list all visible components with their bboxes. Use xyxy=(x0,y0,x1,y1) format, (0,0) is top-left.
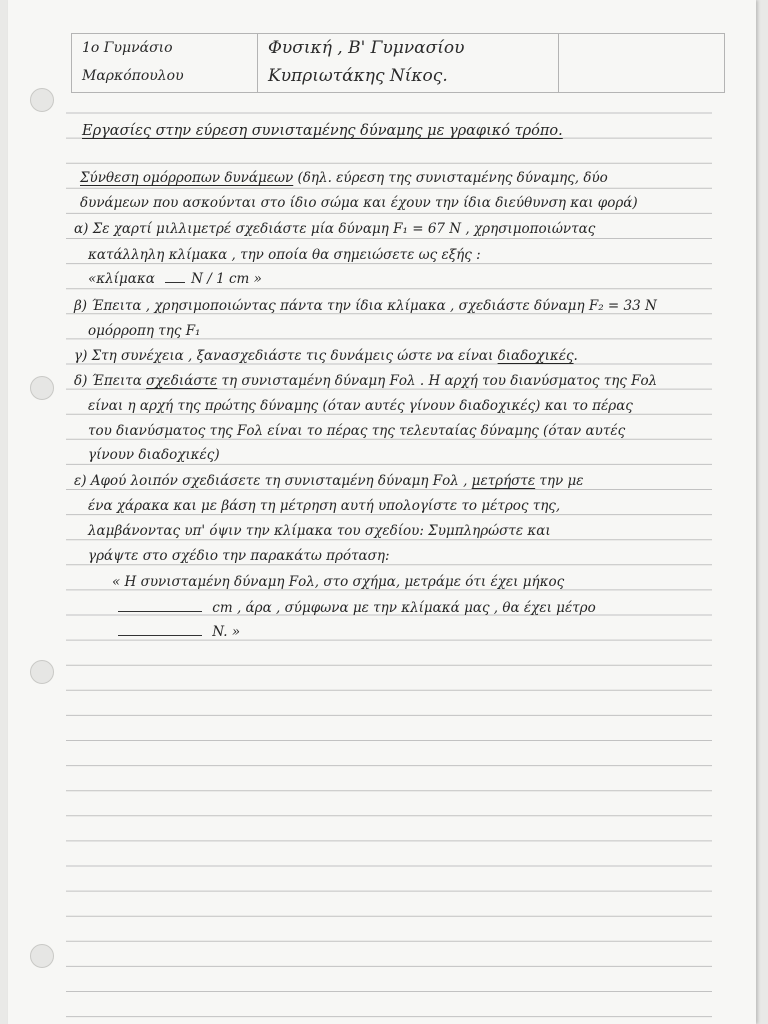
author-name: Κυπριωτάκης Νίκος. xyxy=(268,66,448,86)
length-blank xyxy=(118,599,202,612)
step-a-line-1: α) Σε χαρτί μιλλιμετρέ σχεδιάστε μία δύναμη F₁ = 67 N , χρησιμοποιώντας xyxy=(74,221,596,237)
step-b-line-2: ομόρροπη της F₁ xyxy=(88,323,201,339)
step-d-line-4: γίνουν διαδοχικές) xyxy=(88,447,220,463)
step-e-line-3: λαμβάνοντας υπ' όψιν την κλίμακα του σχεδίου: Συμπληρώστε και xyxy=(88,523,551,539)
step-e-line-1 xyxy=(74,471,722,491)
step-g-emphasis: διαδοχικές xyxy=(497,348,574,364)
step-e-line-4: γράψτε στο σχέδιο την παρακάτω πρόταση: xyxy=(88,548,390,564)
step-g-line: γ) Στη συνέχεια , ξανασχεδιάστε τις δυνάμεις ώστε να είναι διαδοχικές. xyxy=(74,348,578,364)
step-b-line-1: β) Έπειτα , χρησιμοποιώντας πάντα την ίδια κλίμακα , σχεδιάστε δύναμη F₂ = 33 N xyxy=(74,298,657,314)
empty-cell xyxy=(559,34,725,93)
intro-term: Σύνθεση ομόρροπων δυνάμεων xyxy=(80,170,294,186)
intro-line-2 xyxy=(80,193,728,213)
quote-text-2: cm , άρα , σύμφωνα με την κλίμακά μας , θα έχει μέτρο xyxy=(212,600,596,616)
scale-blank xyxy=(165,270,185,283)
scale-prefix: «κλίμακα xyxy=(88,271,155,287)
step-e-prefix: ε) Αφού λοιπόν σχεδιάσετε τη συνισταμένη δύναμη Fολ , xyxy=(74,473,468,489)
intro-definition-2: δυνάμεων που ασκούνται στο ίδιο σώμα και έχουν την ίδια διεύθυνση και φορά) xyxy=(80,195,638,211)
quote-text-3: N. » xyxy=(212,624,241,640)
binder-hole xyxy=(30,944,54,968)
step-d-line-2: είναι η αρχή της πρώτης δύναμης (όταν αυτές γίνουν διαδοχικές) και το πέρας xyxy=(88,398,633,414)
quote-line-1: « Η συνισταμένη δύναμη Fολ, στο σχήμα, μετράμε ότι έχει μήκος xyxy=(112,574,565,590)
school-location: Μαρκόπουλου xyxy=(82,68,184,84)
quote-line-2 xyxy=(112,598,760,618)
magnitude-blank xyxy=(118,623,202,636)
step-d-emphasis: σχεδιάστε xyxy=(146,373,218,389)
school-cell xyxy=(72,34,258,93)
intro-line-1 xyxy=(80,168,728,188)
header-table xyxy=(71,33,725,93)
step-d-line-1 xyxy=(74,371,722,391)
quote-line-3 xyxy=(112,622,760,642)
school-name: 1ο Γυμνάσιο xyxy=(82,40,173,56)
step-a-line-2: κατάλληλη κλίμακα , την οποία θα σημειώσετε ως εξής : xyxy=(88,247,481,263)
intro-definition-1: (δηλ. εύρεση της συνισταμένης δύναμης, δύο xyxy=(297,170,608,186)
step-e-emphasis: μετρήστε xyxy=(471,473,536,489)
scale-suffix: / 1 cm » xyxy=(207,271,262,287)
binder-hole xyxy=(30,660,54,684)
step-d-text: τη συνισταμένη δύναμη Fολ . Η αρχή του διανύσματος της Fολ xyxy=(221,373,658,389)
worksheet-title-text: Εργασίες στην εύρεση συνισταμένης δύναμης με γραφικό τρόπο. xyxy=(82,123,563,139)
binder-hole xyxy=(30,376,54,400)
step-d-prefix: δ) Έπειτα xyxy=(74,373,142,389)
subject-name: Φυσική , Β' Γυμνασίου xyxy=(268,38,465,58)
scale-unit: N xyxy=(191,271,203,287)
step-e-suffix: την με xyxy=(539,473,584,489)
notebook-page xyxy=(8,0,756,1024)
scale-line xyxy=(88,269,736,289)
subject-cell xyxy=(258,34,559,93)
step-e-line-2: ένα χάρακα και με βάση τη μέτρηση αυτή υπολογίστε το μέτρος της, xyxy=(88,498,561,514)
binder-hole xyxy=(30,88,54,112)
worksheet-title xyxy=(82,121,730,141)
step-d-line-3: του διανύσματος της Fολ είναι το πέρας της τελευταίας δύναμης (όταν αυτές xyxy=(88,423,626,439)
step-g-text: γ) Στη συνέχεια , ξανασχεδιάστε τις δυνάμεις ώστε να είναι xyxy=(74,348,494,364)
